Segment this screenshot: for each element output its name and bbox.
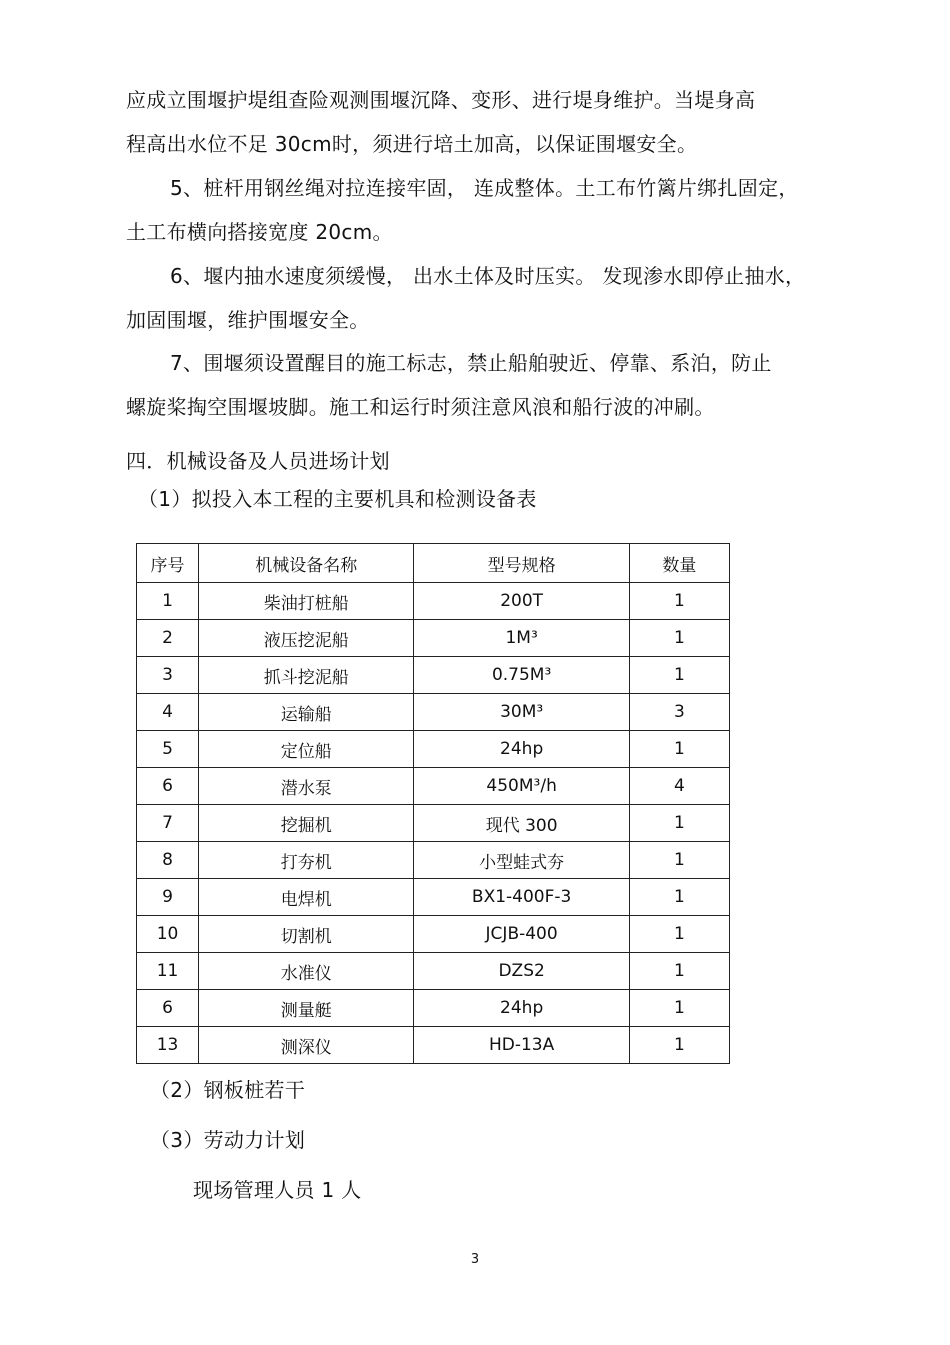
labor-site-management: 现场管理人员 1 人 bbox=[193, 1178, 362, 1202]
cell-qty: 3 bbox=[629, 694, 729, 731]
table-header-row bbox=[137, 544, 730, 583]
cell-name: 定位船 bbox=[199, 731, 414, 768]
cell-name: 柴油打桩船 bbox=[199, 583, 414, 620]
cell-index: 13 bbox=[137, 1027, 199, 1064]
cell-spec: JCJB-400 bbox=[414, 916, 629, 953]
paragraph-4-line-2: 螺旋桨掏空围堰坡脚。施工和运行时须注意风浪和船行波的冲刷。 bbox=[126, 395, 715, 419]
cell-name: 水准仪 bbox=[199, 953, 414, 990]
table-row bbox=[137, 583, 730, 620]
cell-qty: 1 bbox=[629, 620, 729, 657]
table-row bbox=[137, 805, 730, 842]
cell-spec: 450M³/h bbox=[414, 768, 629, 805]
cell-spec: HD-13A bbox=[414, 1027, 629, 1064]
header-quantity: 数量 bbox=[629, 544, 729, 583]
cell-qty: 1 bbox=[629, 953, 729, 990]
cell-name: 潜水泵 bbox=[199, 768, 414, 805]
cell-name: 测量艇 bbox=[199, 990, 414, 1027]
cell-qty: 1 bbox=[629, 916, 729, 953]
cell-spec: 小型蛙式夯 bbox=[414, 842, 629, 879]
cell-spec: 200T bbox=[414, 583, 629, 620]
table-row bbox=[137, 768, 730, 805]
cell-qty: 1 bbox=[629, 731, 729, 768]
cell-index: 8 bbox=[137, 842, 199, 879]
cell-index: 6 bbox=[137, 990, 199, 1027]
item-steel-sheet-piles: （2）钢板桩若干 bbox=[150, 1078, 306, 1102]
cell-index: 2 bbox=[137, 620, 199, 657]
cell-qty: 1 bbox=[629, 583, 729, 620]
cell-index: 11 bbox=[137, 953, 199, 990]
cell-spec: 现代 300 bbox=[414, 805, 629, 842]
cell-index: 3 bbox=[137, 657, 199, 694]
table-row bbox=[137, 953, 730, 990]
paragraph-2-line-2: 土工布横向搭接宽度 20cm。 bbox=[126, 220, 393, 244]
table-row bbox=[137, 916, 730, 953]
cell-name: 运输船 bbox=[199, 694, 414, 731]
cell-name: 打夯机 bbox=[199, 842, 414, 879]
table-row bbox=[137, 1027, 730, 1064]
cell-index: 6 bbox=[137, 768, 199, 805]
cell-name: 电焊机 bbox=[199, 879, 414, 916]
cell-index: 9 bbox=[137, 879, 199, 916]
table-row bbox=[137, 990, 730, 1027]
cell-name: 切割机 bbox=[199, 916, 414, 953]
cell-qty: 4 bbox=[629, 768, 729, 805]
cell-qty: 1 bbox=[629, 657, 729, 694]
cell-index: 1 bbox=[137, 583, 199, 620]
table-row bbox=[137, 620, 730, 657]
paragraph-3-line-2: 加固围堰，维护围堰安全。 bbox=[126, 308, 370, 332]
table-row bbox=[137, 842, 730, 879]
paragraph-1-line-2: 程高出水位不足 30cm时，须进行培土加高，以保证围堰安全。 bbox=[126, 132, 698, 156]
header-equipment-name: 机械设备名称 bbox=[199, 544, 414, 583]
paragraph-2-line-1: 5、桩杆用钢丝绳对拉连接牢固， 连成整体。土工布竹篱片绑扎固定， bbox=[170, 176, 799, 200]
table-row bbox=[137, 731, 730, 768]
cell-qty: 1 bbox=[629, 805, 729, 842]
page-number: 3 bbox=[470, 1252, 480, 1267]
cell-name: 挖掘机 bbox=[199, 805, 414, 842]
equipment-table bbox=[136, 543, 730, 1064]
section-heading: 四．机械设备及人员进场计划 bbox=[126, 449, 390, 473]
cell-name: 抓斗挖泥船 bbox=[199, 657, 414, 694]
cell-qty: 1 bbox=[629, 879, 729, 916]
cell-spec: DZS2 bbox=[414, 953, 629, 990]
table-row bbox=[137, 657, 730, 694]
table-title: （1）拟投入本工程的主要机具和检测设备表 bbox=[138, 487, 537, 511]
cell-spec: 1M³ bbox=[414, 620, 629, 657]
cell-index: 5 bbox=[137, 731, 199, 768]
cell-spec: 30M³ bbox=[414, 694, 629, 731]
paragraph-4-line-1: 7、围堰须设置醒目的施工标志，禁止船舶驶近、停靠、系泊，防止 bbox=[170, 351, 772, 375]
table-row bbox=[137, 879, 730, 916]
cell-index: 4 bbox=[137, 694, 199, 731]
cell-spec: BX1-400F-3 bbox=[414, 879, 629, 916]
table-row bbox=[137, 694, 730, 731]
cell-qty: 1 bbox=[629, 1027, 729, 1064]
cell-qty: 1 bbox=[629, 842, 729, 879]
cell-index: 7 bbox=[137, 805, 199, 842]
cell-name: 液压挖泥船 bbox=[199, 620, 414, 657]
paragraph-1-line-1: 应成立围堰护堤组查险观测围堰沉降、变形、进行堤身维护。当堤身高 bbox=[126, 88, 756, 112]
cell-index: 10 bbox=[137, 916, 199, 953]
cell-qty: 1 bbox=[629, 990, 729, 1027]
cell-spec: 24hp bbox=[414, 731, 629, 768]
header-model-spec: 型号规格 bbox=[414, 544, 629, 583]
header-index: 序号 bbox=[137, 544, 199, 583]
cell-name: 测深仪 bbox=[199, 1027, 414, 1064]
item-labor-plan: （3）劳动力计划 bbox=[150, 1128, 306, 1152]
paragraph-3-line-1: 6、堰内抽水速度须缓慢， 出水土体及时压实。 发现渗水即停止抽水， bbox=[170, 264, 806, 288]
cell-spec: 0.75M³ bbox=[414, 657, 629, 694]
cell-spec: 24hp bbox=[414, 990, 629, 1027]
